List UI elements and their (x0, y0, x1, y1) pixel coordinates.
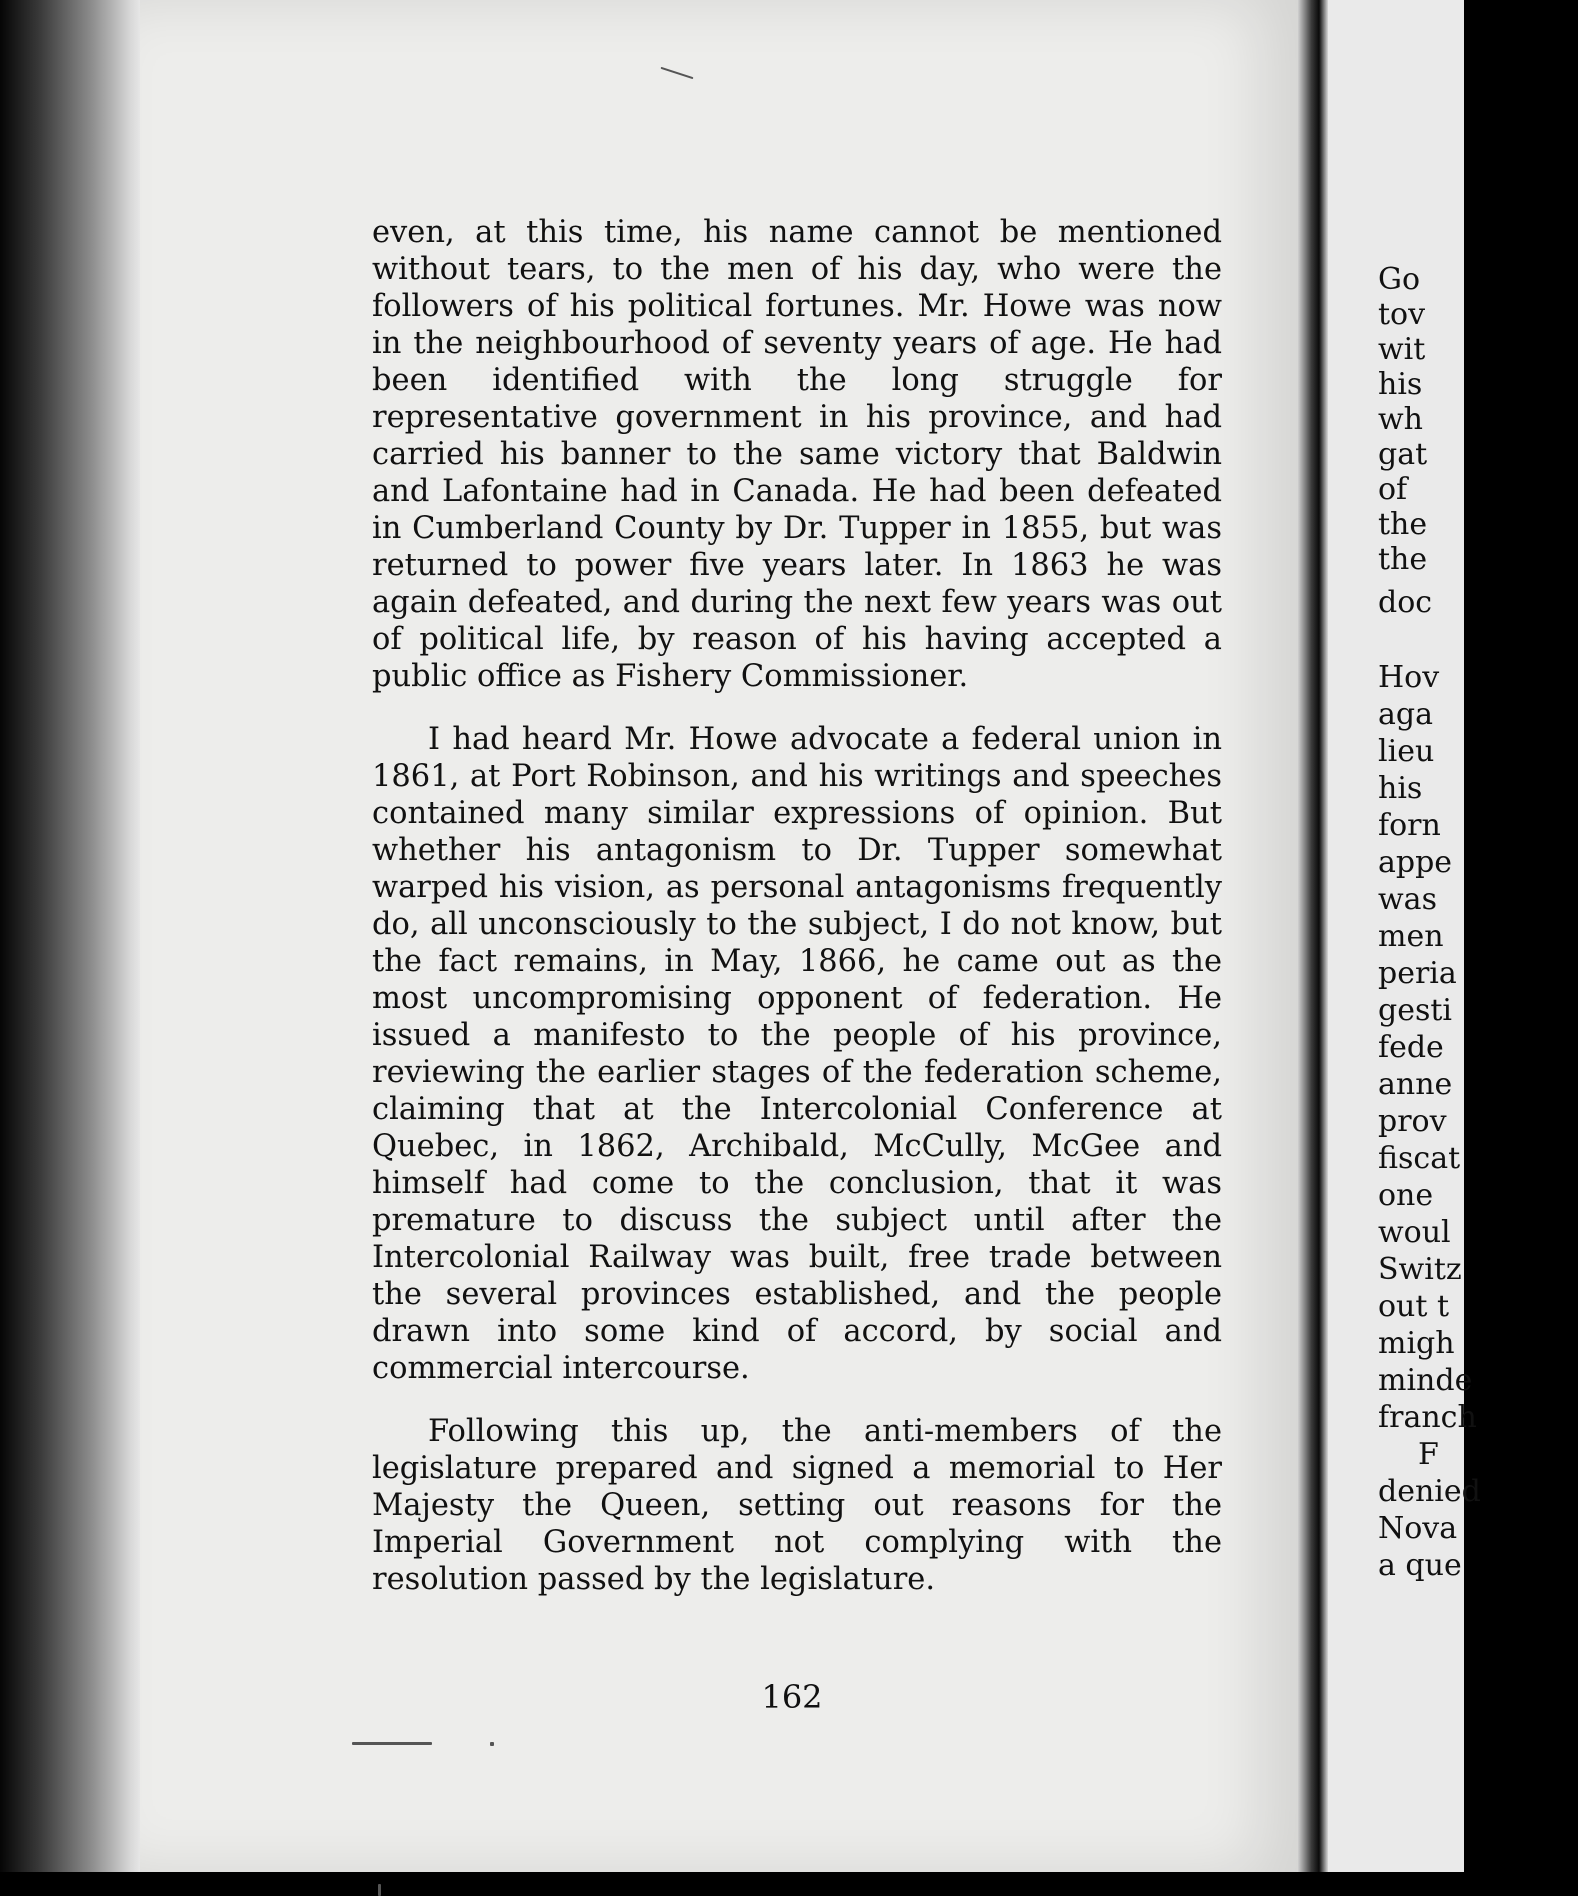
facing-line: tov (1378, 297, 1426, 332)
dust-speck (352, 1742, 432, 1745)
facing-line: out t (1378, 1289, 1450, 1324)
facing-line: his (1378, 367, 1423, 402)
facing-line: of (1378, 472, 1408, 507)
facing-line: wh (1378, 402, 1423, 437)
facing-line: denied (1378, 1474, 1481, 1509)
facing-line: a que (1378, 1548, 1462, 1583)
facing-line: the (1378, 542, 1428, 577)
facing-line: appe (1378, 845, 1453, 880)
facing-line: Go (1378, 262, 1421, 297)
facing-line: lieu (1378, 734, 1435, 769)
dust-speck (378, 1884, 381, 1896)
facing-line: prov (1378, 1104, 1447, 1139)
facing-line: men (1378, 919, 1444, 954)
main-text (372, 214, 1222, 1624)
facing-line: fede (1378, 1030, 1444, 1065)
facing-line: fiscat (1378, 1141, 1461, 1176)
facing-line: gesti (1378, 993, 1453, 1028)
facing-line: migh (1378, 1326, 1455, 1361)
facing-line: was (1378, 882, 1437, 917)
facing-line: peria (1378, 956, 1457, 991)
facing-line: F (1418, 1437, 1439, 1472)
facing-line: his (1378, 771, 1423, 806)
facing-line: Nova (1378, 1511, 1458, 1546)
book-page-edges (0, 0, 140, 1872)
page-number: 162 (761, 1678, 823, 1716)
facing-line: Hov (1378, 660, 1440, 695)
facing-line: wit (1378, 332, 1426, 367)
facing-line: minde (1378, 1363, 1473, 1398)
paragraph-1: even, at this time, his name cannot be mentioned without tears, to the men of his day, who were the followers of his political fortunes. Mr. Howe was now in the neighbourhood of seventy years of age. He had been identified with the long struggle for representative government in his province, and had carried his banner to the same victory that Baldwin and Lafontaine had in Canada. He had been defeated in Cumberland County by Dr. Tupper in 1855, but was returned to power five years later. In 1863 he was again defeated, and during the next few years was out of political life, by reason of his having accepted a public office as Fishery Commissioner. (372, 215, 1222, 694)
facing-line: gat (1378, 437, 1428, 472)
paragraph-2: I had heard Mr. Howe advocate a federal union in 1861, at Port Robinson, and his writings and speeches contained many similar expressions of opinion. But whether his antagonism to Dr. Tupper somewhat warped his vision, as personal antagonisms frequently do, all unconsciously to the subject, I do not know, but the fact remains, in May, 1866, he came out as the most uncompromising opponent of federation. He issued a manifesto to the people of his province, reviewing the earlier stages of the federation scheme, claiming that at the Intercolonial Conference at Quebec, in 1862, Archibald, McCully, McGee and himself had come to the conclusion, that it was premature to discuss the subject until after the Intercolonial Railway was built, free trade between the several provinces established, and the people drawn into some kind of accord, by social and commercial intercourse. (372, 722, 1222, 1386)
facing-line: Switz (1378, 1252, 1462, 1287)
facing-line: franch (1378, 1400, 1477, 1435)
facing-line: aga (1378, 697, 1433, 732)
facing-line: forn (1378, 808, 1441, 843)
facing-line: anne (1378, 1067, 1453, 1102)
facing-line: woul (1378, 1215, 1451, 1250)
paragraph-3: Following this up, the anti-members of the legislature prepared and signed a memorial to Her Majesty the Queen, setting out reasons for the Imperial Government not complying with the resolution passed by the legislature. (372, 1414, 1222, 1597)
facing-line: doc (1378, 585, 1433, 620)
dust-speck (490, 1742, 494, 1746)
facing-line: one (1378, 1178, 1434, 1213)
book-gutter (1298, 0, 1328, 1872)
facing-line: the (1378, 507, 1428, 542)
